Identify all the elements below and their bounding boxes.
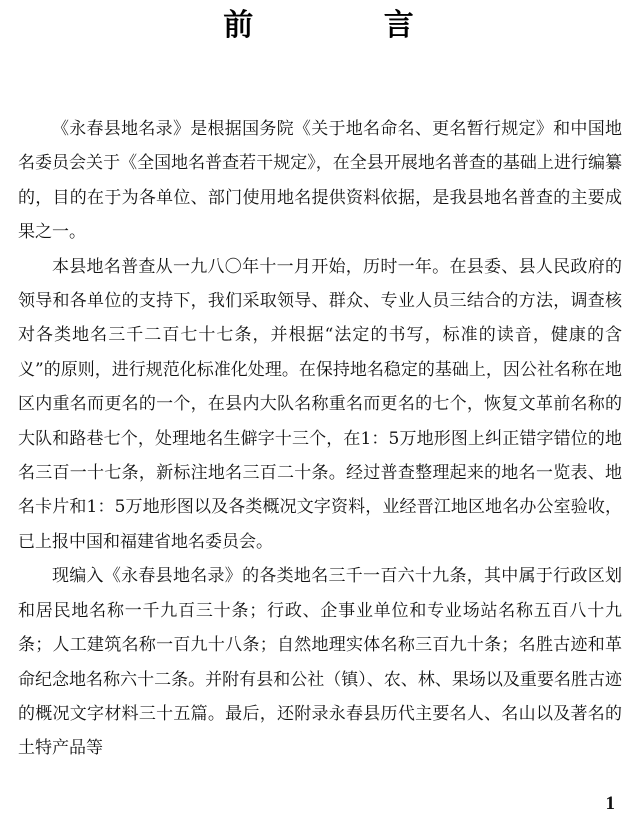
page-title: 前 言	[223, 8, 474, 43]
page-number: 1	[605, 793, 615, 814]
paragraph-3: 现编入《永春县地名录》的各类地名三千一百六十九条，其中属于行政区划和居民地名称一千九百三十条；行政、企事业单位和专业场站名称五百八十九条；人工建筑名称一百九十八条；自然地理实体名称三百九十条；名胜古迹和革命纪念地名称六十二条。并附有县和公社（镇）、农、林、果场以及重要名胜古迹的概况文字材料三十五篇。最后，还附录永春县历代主要名人、名山以及著名的土特产品等	[18, 566, 622, 759]
paragraph-2: 本县地名普查从一九八〇年十一月开始，历时一年。在县委、县人民政府的领导和各单位的支持下，我们采取领导、群众、专业人员三结合的方法，调查核对各类地名三千二百七十七条，并根据“法定的书写，标准的读音，健康的含义”的原则，进行规范化标准化处理。在保持地名稳定的基础上，因公社名称在地区内重名而更名的一个，在县内大队名称重名而更名的七个，恢复文革前名称的大队和路巷七个，处理地名生僻字十三个，在1：5万地形图上纠正错字错位的地名三百一十七条，新标注地名三百二十条。经过普查整理起来的地名一览表、地名卡片和1：5万地形图以及各类概况文字资料，业经晋江地区地名办公室验收，已上报中国和福建省地名委员会。	[18, 256, 622, 552]
body-text	[18, 112, 622, 766]
paragraph-1: 《永春县地名录》是根据国务院《关于地名命名、更名暂行规定》和中国地名委员会关于《全国地名普查若干规定》，在全县开展地名普查的基础上进行编纂的，目的在于为各单位、部门使用地名提供资料依据，是我县地名普查的主要成果之一。	[18, 119, 622, 243]
